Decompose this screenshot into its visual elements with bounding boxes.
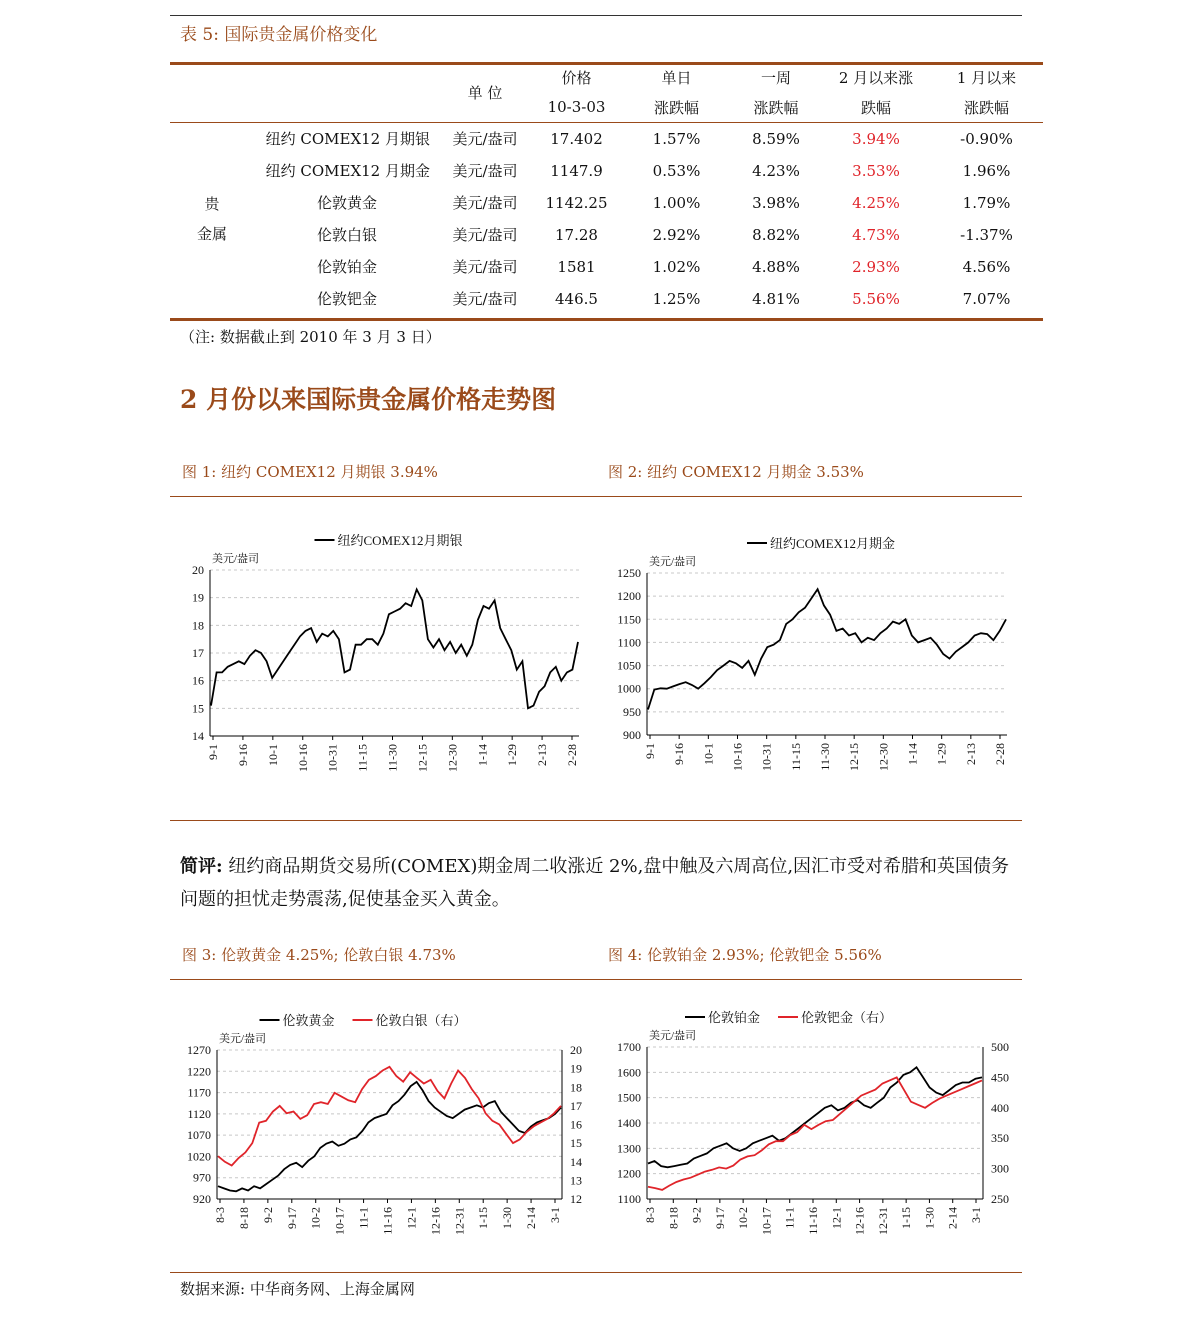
header-jan: 1 月以来 <box>956 68 1017 87</box>
header-unit: 单 位 <box>467 83 503 102</box>
cell-unit: 美元/盎司 <box>452 258 518 276</box>
x-tick-label: 1-14 <box>475 744 490 766</box>
price-change-table <box>170 62 1043 315</box>
cell-week: 3.98% <box>752 193 800 212</box>
cell-week: 4.23% <box>752 161 800 180</box>
series-line <box>218 1067 561 1166</box>
header-blank <box>170 62 440 123</box>
data-source: 数据来源: 中华商务网、上海金属网 <box>180 1280 415 1298</box>
y2-tick-label: 350 <box>991 1131 1009 1146</box>
x-tick-label: 1-14 <box>905 743 920 765</box>
y-tick-label: 1600 <box>617 1065 641 1080</box>
x-tick-label: 12-1 <box>829 1207 844 1229</box>
legend-label: 纽约COMEX12月期金 <box>770 536 895 551</box>
group-label <box>170 123 254 315</box>
legend-label: 纽约COMEX12月期银 <box>337 533 463 548</box>
cell-feb: 4.73% <box>852 225 900 244</box>
x-tick-label: 8-18 <box>666 1207 681 1229</box>
header-day: 单日 <box>661 68 692 87</box>
y-tick-label: 18 <box>192 618 204 633</box>
cell-jan: -0.90% <box>960 129 1013 148</box>
cell-feb: 3.53% <box>852 161 900 180</box>
series-line <box>218 1082 561 1191</box>
x-tick-label: 2-13 <box>535 744 550 766</box>
x-tick-label: 9-17 <box>284 1207 299 1229</box>
y2-tick-label: 17 <box>570 1098 582 1113</box>
cell-unit: 美元/盎司 <box>452 130 518 148</box>
y2-tick-label: 400 <box>991 1100 1009 1115</box>
y-tick-label: 1500 <box>617 1090 641 1105</box>
table-note: （注: 数据截止到 2010 年 3 月 3 日） <box>180 328 441 346</box>
cell-name: 纽约 COMEX12 月期金 <box>265 162 430 180</box>
chart-london-gold-silver <box>175 1003 600 1265</box>
y-tick-label: 1000 <box>617 681 641 696</box>
y-tick-label: 900 <box>623 728 641 742</box>
cell-day: 1.57% <box>652 129 701 148</box>
x-tick-label: 9-16 <box>672 743 687 765</box>
x-tick-label: 8-3 <box>213 1207 227 1223</box>
y-axis-label: 美元/盎司 <box>649 1030 697 1042</box>
legend-label: 伦敦白银（右） <box>375 1013 467 1028</box>
cell-feb: 3.94% <box>852 129 900 148</box>
cell-jan: 7.07% <box>962 289 1011 308</box>
legend-label: 伦敦黄金 <box>282 1013 335 1028</box>
group-label-1: 贵 <box>204 194 220 213</box>
x-tick-label: 1-30 <box>500 1207 515 1229</box>
cell-name: 伦敦铂金 <box>316 258 377 276</box>
y2-tick-label: 14 <box>570 1154 582 1169</box>
fig34-bottom-rule <box>170 1272 1022 1273</box>
header-price: 价格 <box>561 68 592 87</box>
y-tick-label: 1250 <box>617 566 641 580</box>
cell-price: 1581 <box>557 257 596 276</box>
x-tick-label: 10-17 <box>759 1207 774 1235</box>
cell-name: 伦敦钯金 <box>316 290 377 308</box>
x-tick-label: 10-1 <box>701 743 716 765</box>
cell-price: 17.28 <box>555 225 598 244</box>
cell-day: 1.25% <box>652 289 701 308</box>
x-tick-label: 12-31 <box>452 1207 467 1235</box>
y-tick-label: 1270 <box>187 1043 211 1057</box>
y2-tick-label: 15 <box>570 1136 582 1151</box>
y-tick-label: 17 <box>192 646 204 660</box>
series-line <box>211 589 578 708</box>
x-tick-label: 1-29 <box>934 743 949 765</box>
cell-week: 4.81% <box>752 289 800 308</box>
comment-paragraph <box>180 850 1025 916</box>
table-row <box>170 187 1043 219</box>
x-tick-label: 12-1 <box>404 1207 419 1229</box>
x-tick-label: 10-16 <box>295 744 310 772</box>
x-tick-label: 11-16 <box>380 1207 395 1235</box>
table-title: 表 5: 国际贵金属价格变化 <box>180 25 378 45</box>
series-line <box>648 1067 982 1167</box>
fig2-caption: 图 2: 纽约 COMEX12 月期金 3.53% <box>608 463 864 481</box>
y-tick-label: 15 <box>192 701 204 716</box>
cell-feb: 5.56% <box>852 289 900 308</box>
y2-tick-label: 18 <box>570 1080 582 1095</box>
x-tick-label: 2-14 <box>945 1207 960 1229</box>
x-tick-label: 12-15 <box>847 743 862 771</box>
cell-day: 2.92% <box>652 225 701 244</box>
x-tick-label: 10-2 <box>736 1207 751 1229</box>
cell-unit: 美元/盎司 <box>452 162 518 180</box>
cell-price: 1142.25 <box>545 193 608 212</box>
x-tick-label: 12-15 <box>415 744 430 772</box>
y-tick-label: 1220 <box>187 1064 211 1079</box>
y2-tick-label: 13 <box>570 1173 582 1188</box>
y-tick-label: 1070 <box>187 1128 211 1143</box>
y-tick-label: 1120 <box>187 1106 211 1121</box>
y2-tick-label: 500 <box>991 1040 1009 1054</box>
series-line <box>648 1077 982 1190</box>
cell-day: 0.53% <box>652 161 701 180</box>
x-tick-label: 10-31 <box>759 743 774 771</box>
y2-tick-label: 450 <box>991 1070 1009 1085</box>
x-tick-label: 11-1 <box>782 1207 797 1229</box>
cell-week: 8.82% <box>752 225 800 244</box>
cell-name: 伦敦白银 <box>316 226 377 244</box>
y-tick-label: 970 <box>193 1170 211 1185</box>
x-tick-label: 10-16 <box>730 743 745 771</box>
y-tick-label: 1300 <box>617 1141 641 1156</box>
y-tick-label: 1200 <box>617 1166 641 1181</box>
cell-name: 伦敦黄金 <box>316 194 377 212</box>
y2-tick-label: 250 <box>991 1192 1009 1206</box>
cell-feb: 2.93% <box>852 257 900 276</box>
x-tick-label: 2-14 <box>524 1207 539 1229</box>
x-tick-label: 3-1 <box>548 1207 562 1223</box>
y-tick-label: 1150 <box>617 612 641 627</box>
chart-comex-silver <box>175 525 595 785</box>
y-tick-label: 1050 <box>617 658 641 673</box>
x-tick-label: 1-15 <box>899 1207 914 1229</box>
y-tick-label: 19 <box>192 590 204 605</box>
table-row <box>170 283 1043 315</box>
fig12-bottom-rule <box>170 820 1022 821</box>
x-tick-label: 11-30 <box>385 744 400 772</box>
fig1-caption: 图 1: 纽约 COMEX12 月期银 3.94% <box>182 463 438 481</box>
cell-name: 纽约 COMEX12 月期银 <box>265 130 430 148</box>
y-tick-label: 950 <box>623 704 641 719</box>
y-tick-label: 16 <box>192 673 204 688</box>
fig34-top-rule <box>170 979 1022 980</box>
x-tick-label: 10-17 <box>332 1207 347 1235</box>
x-tick-label: 9-17 <box>712 1207 727 1229</box>
x-tick-label: 2-28 <box>565 744 579 766</box>
y-tick-label: 14 <box>192 729 204 743</box>
y-tick-label: 920 <box>193 1192 211 1206</box>
x-tick-label: 9-2 <box>689 1207 704 1223</box>
table-bottom-border <box>170 318 1043 321</box>
y-tick-label: 1200 <box>617 589 641 604</box>
group-label-2: 金属 <box>196 224 227 243</box>
x-tick-label: 11-16 <box>806 1207 820 1235</box>
section-title: 2 月份以来国际贵金属价格走势图 <box>180 385 557 414</box>
x-tick-label: 10-1 <box>265 744 280 766</box>
table-row <box>170 219 1043 251</box>
y-tick-label: 20 <box>192 563 204 577</box>
cell-unit: 美元/盎司 <box>452 290 518 308</box>
header-feb: 2 月以来涨 <box>838 68 914 87</box>
cell-price: 1147.9 <box>550 161 603 180</box>
x-tick-label: 8-3 <box>643 1207 657 1223</box>
x-tick-label: 1-30 <box>922 1207 937 1229</box>
x-tick-label: 2-13 <box>963 743 978 765</box>
fig4-caption: 图 4: 伦敦铂金 2.93%; 伦敦钯金 5.56% <box>608 946 882 964</box>
top-rule <box>170 15 1022 16</box>
cell-day: 1.00% <box>652 193 701 212</box>
x-tick-label: 11-30 <box>818 743 832 771</box>
header-jan-2: 涨跌幅 <box>963 98 1009 117</box>
cell-week: 4.88% <box>752 257 800 276</box>
x-tick-label: 11-1 <box>356 1207 371 1229</box>
table-row <box>170 123 1043 155</box>
y2-tick-label: 20 <box>570 1043 582 1057</box>
x-tick-label: 12-16 <box>428 1207 443 1235</box>
x-tick-label: 8-18 <box>236 1207 251 1229</box>
y-axis-label: 美元/盎司 <box>212 553 260 565</box>
y-tick-label: 1020 <box>187 1149 211 1164</box>
table-row <box>170 251 1043 283</box>
chart-comex-gold <box>605 525 1025 785</box>
header-price-date: 10-3-03 <box>547 98 606 116</box>
header-feb-2: 跌幅 <box>860 98 891 117</box>
cell-price: 446.5 <box>555 289 598 308</box>
y-tick-label: 1700 <box>617 1040 641 1054</box>
y-tick-label: 1400 <box>617 1116 641 1130</box>
y2-tick-label: 12 <box>570 1192 582 1206</box>
y-tick-label: 1170 <box>187 1085 211 1100</box>
table-row <box>170 155 1043 187</box>
y2-tick-label: 19 <box>570 1061 582 1076</box>
cell-feb: 4.25% <box>852 193 900 212</box>
x-tick-label: 10-2 <box>308 1207 323 1229</box>
cell-jan: -1.37% <box>960 225 1013 244</box>
x-tick-label: 1-15 <box>476 1207 491 1229</box>
legend-label: 伦敦铂金 <box>708 1010 761 1025</box>
x-tick-label: 12-16 <box>852 1207 867 1235</box>
cell-jan: 1.79% <box>962 193 1011 212</box>
cell-jan: 4.56% <box>962 257 1011 276</box>
x-tick-label: 1-29 <box>505 744 520 766</box>
cell-week: 8.59% <box>752 129 800 148</box>
y-tick-label: 1100 <box>617 1192 641 1206</box>
cell-unit: 美元/盎司 <box>452 226 518 244</box>
cell-price: 17.402 <box>550 129 603 148</box>
cell-day: 1.02% <box>652 257 701 276</box>
x-tick-label: 10-31 <box>325 744 340 772</box>
y-axis-label: 美元/盎司 <box>649 556 697 568</box>
chart-london-platinum-palladium <box>605 1003 1030 1265</box>
x-tick-label: 11-15 <box>355 744 370 772</box>
x-tick-label: 9-1 <box>206 744 220 760</box>
x-tick-label: 12-31 <box>875 1207 890 1235</box>
y2-tick-label: 300 <box>991 1161 1009 1176</box>
x-tick-label: 12-30 <box>445 744 460 772</box>
y-axis-label: 美元/盎司 <box>219 1033 267 1045</box>
comment-text: 纽约商品期货交易所(COMEX)期金周二收涨近 2%,盘中触及六周高位,因汇市受对希腊和英国债务问题的担忧走势震荡,促使基金买入黄金。 <box>180 856 1010 910</box>
header-day-2: 涨跌幅 <box>653 98 699 117</box>
legend-label: 伦敦钯金（右） <box>801 1010 893 1025</box>
y-tick-label: 1100 <box>617 635 641 650</box>
cell-unit: 美元/盎司 <box>452 194 518 212</box>
x-tick-label: 9-16 <box>235 744 250 766</box>
x-tick-label: 12-30 <box>876 743 891 771</box>
y2-tick-label: 16 <box>570 1117 582 1132</box>
x-tick-label: 9-1 <box>643 743 657 759</box>
header-week: 一周 <box>760 68 791 87</box>
x-tick-label: 3-1 <box>969 1207 983 1223</box>
comment-label: 简评: <box>180 856 223 877</box>
series-line <box>648 589 1006 709</box>
x-tick-label: 11-15 <box>788 743 803 771</box>
x-tick-label: 2-28 <box>993 743 1007 765</box>
header-week-2: 涨跌幅 <box>753 98 799 117</box>
fig3-caption: 图 3: 伦敦黄金 4.25%; 伦敦白银 4.73% <box>182 946 456 964</box>
fig12-top-rule <box>170 496 1022 497</box>
x-tick-label: 9-2 <box>260 1207 275 1223</box>
cell-jan: 1.96% <box>962 161 1011 180</box>
